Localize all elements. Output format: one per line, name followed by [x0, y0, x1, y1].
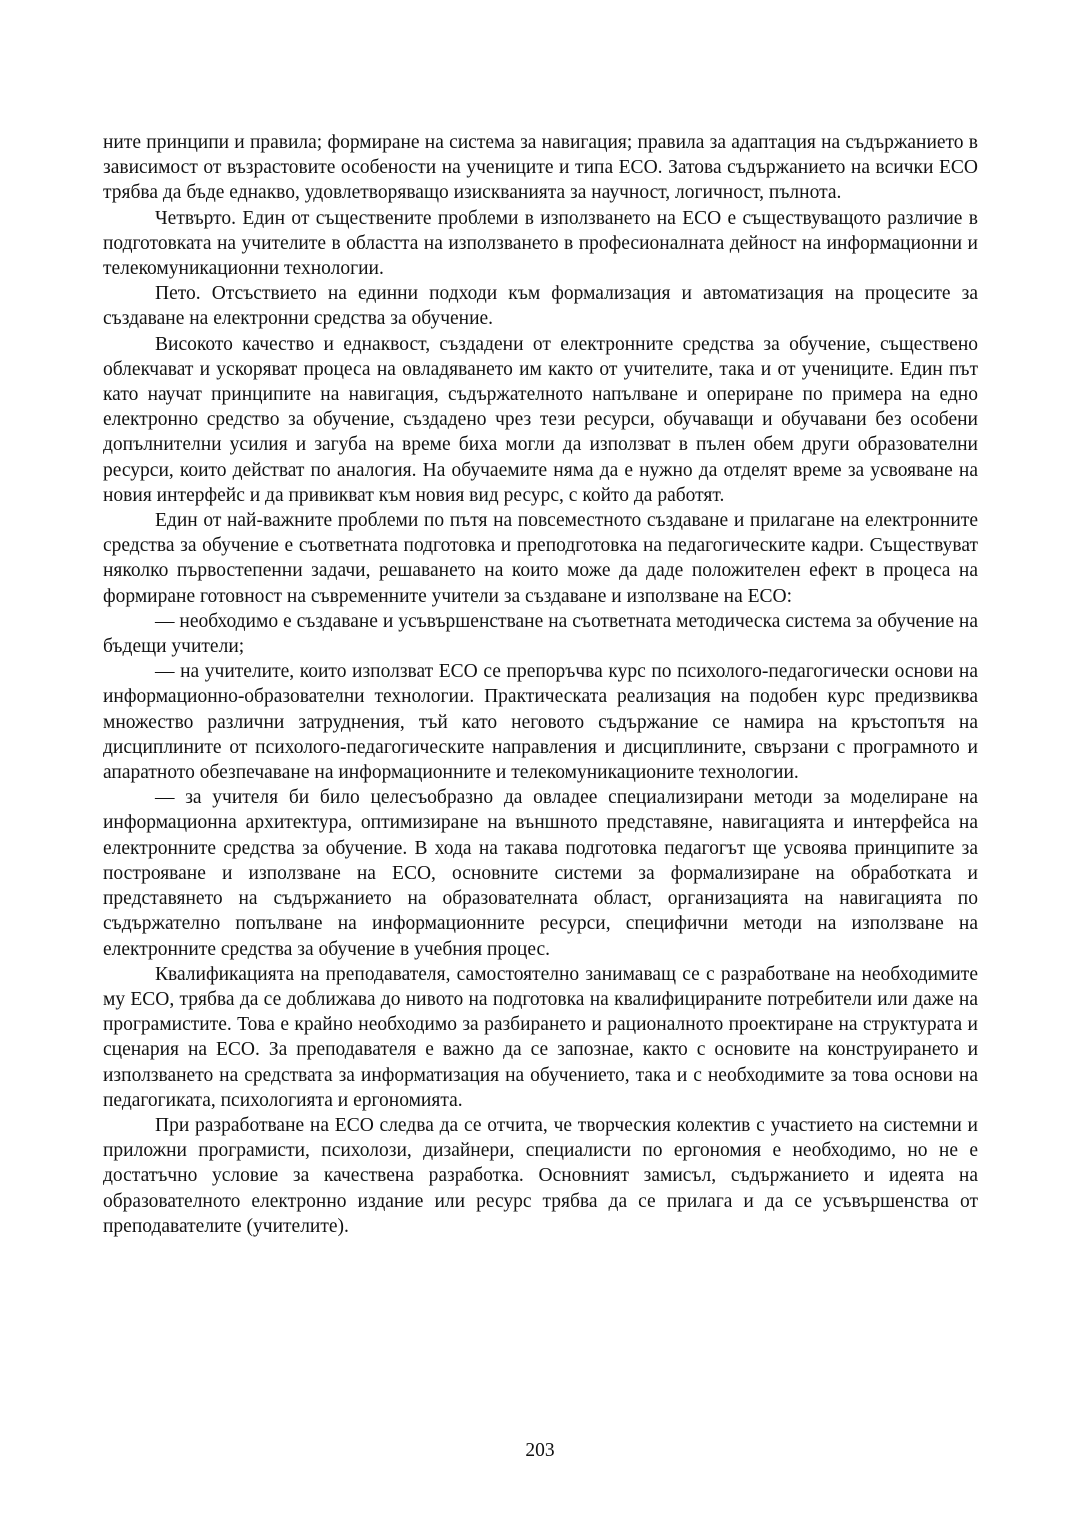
paragraph-continuation: ните принципи и правила; формиране на система за навигация; правила за адаптация на съдържанието в зависимост от възрастовите особености на учениците и типа ЕСО. Затова съдържанието на всички ЕСО трябва да бъде еднакво, удовлетворяващо изискванията за научност, логичност, пълнота.: [103, 132, 978, 204]
paragraph-quality: Високото качество и еднаквост, създадени от електронните средства за обучение, съществено облекчават и ускоряват процеса на овладяването им както от учителите, така и от учениците. Един път като научат принципите на навигация, съдържателното напълване и опериране по примера на едно електронно средство за обучение, създадено чрез тези ресурси, обучаващи и обучавани без особени допълнителни усилия и загуба на време биха могли да използват в пълен обем други образователни ресурси, които действат по аналогия. На обучаемите няма да е нужно да отделят време за усвояване на новия интерфейс и да привикват към новия вид ресурс, с който да работят.: [103, 333, 978, 506]
list-item-methodical-system: — необходимо е създаване и усъвършенстване на съответната методическа система за обучение на бъдещи учители;: [103, 610, 978, 658]
paragraph-qualification: Квалификацията на преподавателя, самостоятелно занимаващ се с разработване на необходимите му ЕСО, трябва да се доближава до нивото на подготовка на квалифицираните потребители или даже на програмистите. Това е крайно необходимо за разбирането и рационалното проектиране на структурата и сценария на ЕСО. За преподавателя е важно да се запознае, както с основите на конструирането и използването на средствата за информатизация на обучението, така и с необходимите за това основи на педагогиката, психологията и ергономията.: [103, 963, 978, 1111]
paragraph-development: При разработване на ЕСО следва да се отчита, че творческия колектив с участието на системни и приложни програмисти, психолози, дизайнери, специалисти по ергономия е необходимо, но не е достатъчно условие за качествена разработка. Основният замисъл, съдържанието и идеята на образователното електронно издание или ресурс трябва да се прилага и да се усъвършенства от преподавателите (учителите).: [103, 1114, 978, 1237]
paragraph-teacher-training: Един от най-важните проблеми по пътя на повсеместното създаване и прилагане на електронните средства за обучение е съответната подготовка и преподготовка на педагогическите кадри. Съществуват няколко първостепенни задачи, решаването на които може да даде положителен ефект в процеса на формиране готовност на съвременните учители за създаване и използване на ЕСО:: [103, 510, 978, 607]
list-item-specialized-methods: — за учителя би било целесъобразно да овладее специализирани методи за моделиране на информационна архитектура, оптимизиране на външното представяне, навигацията и интерфейса на електронните средства за обучение. В хода на такава подготовка педагогът ще усвоява принципите за построяване и използване на ЕСО, основните системи за формализиране на обработката и представянето на съдържанието на образователната област, организацията на навигацията по съдържателно попълване на информационните ресурси, специфични методи на използване на електронните средства за обучение в учебния процес.: [103, 787, 978, 960]
page-number: 203: [525, 1440, 555, 1461]
list-item-psychology-course: — на учителите, които използват ЕСО се препоръчва курс по психолого-педагогически основи на информационно-образователни технологии. Практическата реализация на подобен курс предизвиква множество различни затруднения, тъй като неговото съдържание се намира на кръстопътя на дисциплините от психолого-педагогическите направления и дисциплините, свързани с програмното и апаратното обезпечаване на информационните и телекомуникационите технологии.: [103, 661, 978, 784]
paragraph-fourth: Четвърто. Един от съществените проблеми в използването на ЕСО е съществуващото различие в подготовката на учителите в областта на използването в професионалната дейност на информационни и телекомуникационни технологии.: [103, 207, 978, 280]
page-body: [103, 130, 978, 1239]
paragraph-fifth: Пето. Отсъствието на единни подходи към формализация и автоматизация на процесите за създаване на електронни средства за обучение.: [103, 283, 978, 330]
